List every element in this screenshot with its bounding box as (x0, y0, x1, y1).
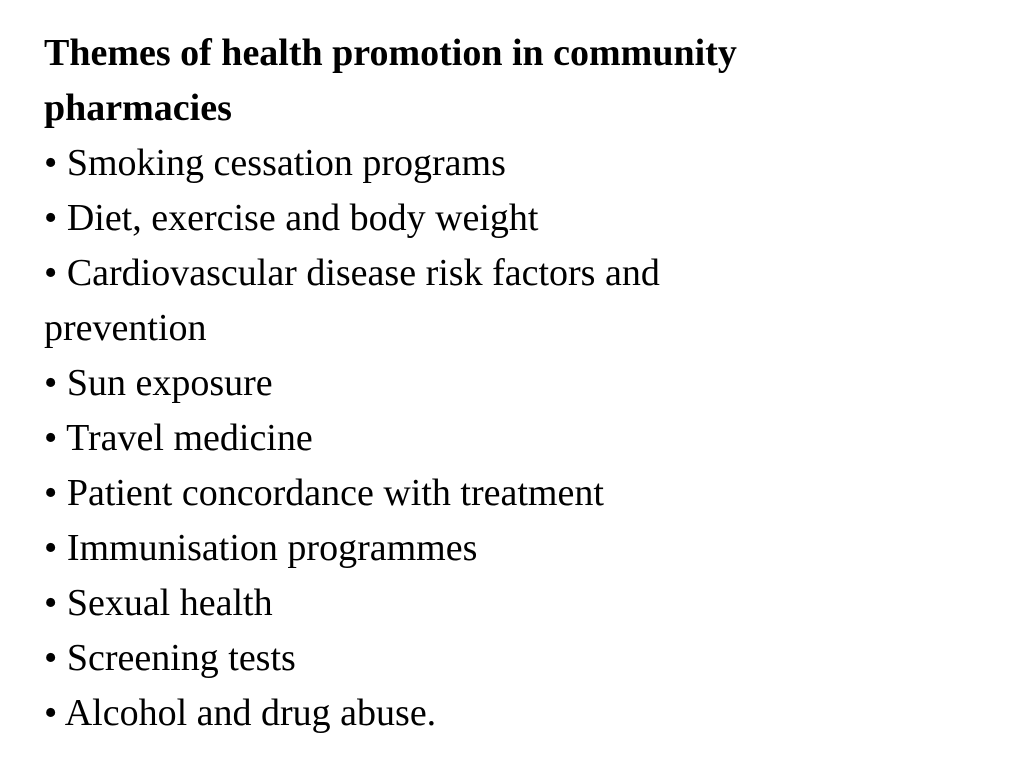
bullet-marker: • (44, 252, 58, 294)
bullet-item-screening-tests (44, 631, 994, 686)
bullet-marker: • (44, 197, 58, 239)
bullet-text: Travel medicine (66, 417, 313, 459)
bullet-text-continued: prevention (44, 307, 207, 349)
bullet-item-sun-exposure (44, 356, 994, 411)
bullet-text: Patient concordance with treatment (66, 472, 604, 514)
bullet-list (44, 136, 994, 741)
bullet-text: Smoking cessation programs (66, 142, 506, 184)
bullet-item-immunisation (44, 521, 994, 576)
slide-title (44, 26, 994, 136)
bullet-text: Immunisation programmes (66, 527, 478, 569)
bullet-item-sexual-health (44, 576, 994, 631)
bullet-marker: • (44, 637, 58, 679)
bullet-marker: • (44, 472, 58, 514)
bullet-text: Sexual health (66, 582, 273, 624)
title-line-1: Themes of health promotion in community (44, 32, 737, 74)
bullet-marker: • (44, 142, 58, 184)
bullet-item-smoking-cessation (44, 136, 994, 191)
bullet-item-travel-medicine (44, 411, 994, 466)
title-line-2: pharmacies (44, 87, 232, 129)
bullet-item-cardiovascular-continued (44, 301, 994, 356)
bullet-item-cardiovascular (44, 246, 994, 301)
bullet-text: Alcohol and drug abuse. (64, 692, 437, 734)
bullet-item-patient-concordance (44, 466, 994, 521)
slide-content (44, 26, 994, 741)
bullet-item-diet-exercise (44, 191, 994, 246)
bullet-item-alcohol-drug-abuse (44, 686, 994, 741)
bullet-marker: • (44, 692, 58, 734)
bullet-text: Sun exposure (66, 362, 273, 404)
bullet-marker: • (44, 362, 58, 404)
bullet-text: Cardiovascular disease risk factors and (66, 252, 660, 294)
bullet-marker: • (44, 582, 58, 624)
bullet-text: Diet, exercise and body weight (66, 197, 539, 239)
bullet-marker: • (44, 527, 58, 569)
bullet-text: Screening tests (66, 637, 296, 679)
bullet-marker: • (44, 417, 58, 459)
